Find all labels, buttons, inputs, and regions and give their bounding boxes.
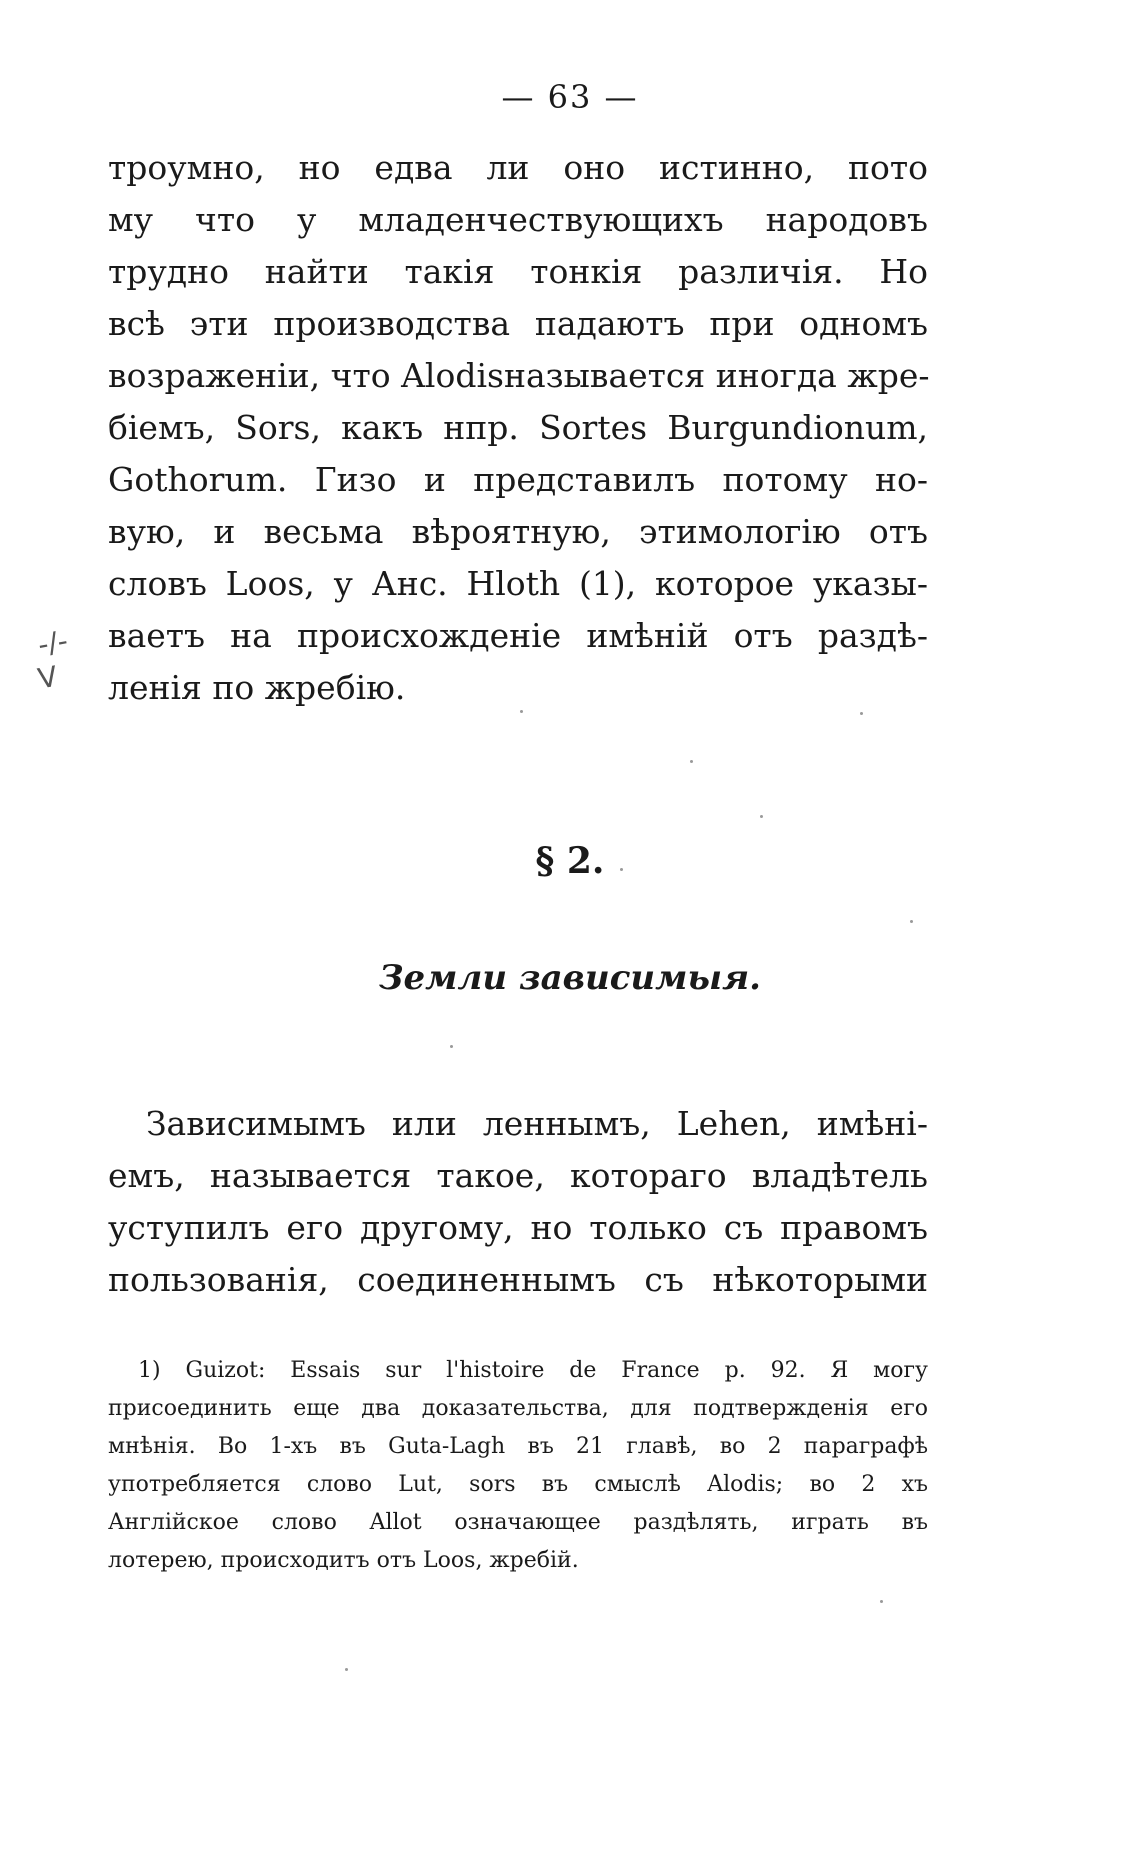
footnote-line: присоединить еще два доказательства, для подтвержденія его (108, 1396, 928, 1421)
margin-pencil-mark (35, 623, 82, 715)
footnote-line: мнѣнія. Во 1-хъ въ Guta-Lagh въ 21 главѣ, во 2 параграфѣ (108, 1434, 928, 1459)
paragraph-1 (108, 142, 928, 714)
paragraph-2-line: пользованія, соединеннымъ съ нѣкоторыми (108, 1260, 928, 1299)
paragraph-1-line: Gothorum. Гизо и представилъ потому но- (108, 460, 928, 499)
footnote (108, 1352, 928, 1580)
paragraph-2-line: Зависимымъ или леннымъ, Lehen, имѣні- (146, 1104, 928, 1143)
paragraph-1-line: вую, и весьма вѣроятную, этимологію отъ (108, 512, 928, 551)
paragraph-1-line: всѣ эти производства падаютъ при одномъ (108, 304, 928, 343)
footnote-line: лотерею, происходитъ отъ Loos, жребій. (108, 1548, 579, 1573)
scan-speck (860, 712, 863, 715)
scan-speck (345, 1668, 348, 1671)
footnote-line: Англійское слово Allot означающее раздѣлять, играть въ (108, 1510, 928, 1535)
paragraph-1-line: му что у младенчествующихъ народовъ (108, 200, 928, 239)
section-title: Земли зависимыя. (379, 958, 761, 998)
scan-speck (520, 710, 523, 713)
paragraph-1-line: ленія по жребію. (108, 668, 406, 707)
footnote-line: 1) Guizot: Essais sur l'histoire de France p. 92. Я могу (138, 1358, 928, 1383)
footnote-line: употребляется слово Lut, sors въ смыслѣ Alodis; во 2 хъ (108, 1472, 928, 1497)
margin-mark-dash: -/- (35, 623, 71, 662)
scan-speck (760, 815, 763, 818)
margin-mark-check: V (35, 659, 60, 696)
paragraph-1-line: возраженіи, что Alodisназывается иногда жре- (108, 356, 930, 395)
scan-speck (880, 1600, 883, 1603)
paragraph-2-line: емъ, называется такое, котораго владѣтель (108, 1156, 928, 1195)
page-number: — 63 — (501, 78, 639, 116)
scan-speck (620, 868, 623, 871)
scan-speck (910, 920, 913, 923)
paragraph-1-line: словъ Loos, у Анс. Hloth (1), которое указы- (108, 564, 928, 603)
paragraph-1-line: біемъ, Sors, какъ нпр. Sortes Burgundionum, (108, 408, 928, 447)
paragraph-1-line: ваетъ на происхожденіе имѣній отъ раздѣ- (108, 616, 928, 655)
paragraph-2-line: уступилъ его другому, но только съ правомъ (108, 1208, 928, 1247)
scan-speck (450, 1045, 453, 1048)
section-number: § 2. (535, 840, 605, 882)
paragraph-1-line: трудно найти такія тонкія различія. Но (108, 252, 928, 291)
paragraph-2 (108, 1098, 928, 1306)
scan-speck (690, 760, 693, 763)
paragraph-1-line: троумно, но едва ли оно истинно, пото (108, 148, 928, 187)
